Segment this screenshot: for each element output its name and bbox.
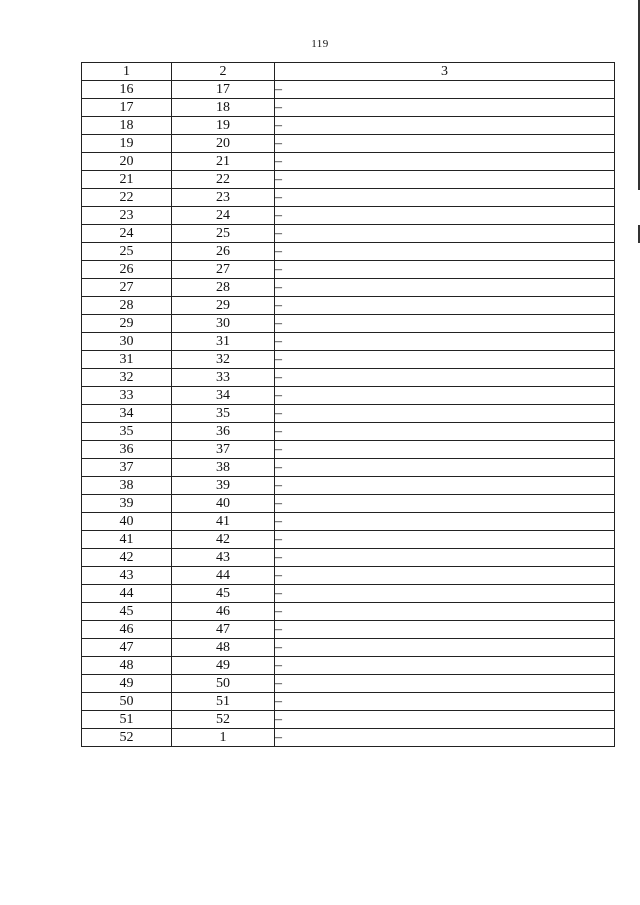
table-cell-col-3: – [275,315,615,333]
table-cell-col-1: 35 [82,423,172,441]
table-row [82,387,615,405]
data-table [81,62,615,747]
table-cell-col-1: 49 [82,675,172,693]
table-cell-col-2: 47 [172,621,275,639]
table-cell-col-1: 37 [82,459,172,477]
table-cell-col-3: – [275,153,615,171]
table-cell-col-1: 29 [82,315,172,333]
table-cell-col-1: 20 [82,153,172,171]
table-cell-col-3: – [275,477,615,495]
table-cell-col-2: 37 [172,441,275,459]
table-row [82,585,615,603]
table-row [82,495,615,513]
table-cell-col-3: – [275,81,615,99]
table-cell-col-1: 21 [82,171,172,189]
table-cell-col-3: – [275,207,615,225]
table-cell-col-3: – [275,99,615,117]
table-row [82,171,615,189]
table-cell-col-1: 34 [82,405,172,423]
table-cell-col-1: 28 [82,297,172,315]
table-cell-col-3: – [275,351,615,369]
table-row [82,711,615,729]
table-row [82,693,615,711]
table-cell-col-3: – [275,369,615,387]
table-row [82,117,615,135]
table-cell-col-2: 20 [172,135,275,153]
table-cell-col-1: 42 [82,549,172,567]
table-row [82,513,615,531]
column-header-1: 1 [82,63,172,81]
table-cell-col-2: 46 [172,603,275,621]
table-row [82,441,615,459]
table-row [82,99,615,117]
table-cell-col-3: – [275,423,615,441]
table-cell-col-2: 17 [172,81,275,99]
table-row [82,333,615,351]
table-row [82,549,615,567]
table-row [82,405,615,423]
table-row [82,459,615,477]
table-cell-col-2: 1 [172,729,275,747]
table-cell-col-1: 39 [82,495,172,513]
table-cell-col-1: 26 [82,261,172,279]
table-cell-col-3: – [275,459,615,477]
table-cell-col-3: – [275,495,615,513]
table-cell-col-3: – [275,441,615,459]
table-cell-col-1: 24 [82,225,172,243]
table-cell-col-3: – [275,531,615,549]
table-cell-col-3: – [275,297,615,315]
table-row [82,153,615,171]
table-row [82,477,615,495]
table-cell-col-1: 40 [82,513,172,531]
table-cell-col-3: – [275,171,615,189]
table-cell-col-1: 50 [82,693,172,711]
table-cell-col-3: – [275,567,615,585]
table-row [82,621,615,639]
table-cell-col-2: 39 [172,477,275,495]
table-cell-col-3: – [275,549,615,567]
table-cell-col-1: 36 [82,441,172,459]
table-cell-col-2: 41 [172,513,275,531]
table-cell-col-2: 50 [172,675,275,693]
table-cell-col-2: 52 [172,711,275,729]
table-cell-col-3: – [275,603,615,621]
table-cell-col-2: 36 [172,423,275,441]
table-cell-col-1: 45 [82,603,172,621]
table-cell-col-1: 23 [82,207,172,225]
table-row [82,351,615,369]
table-row [82,675,615,693]
table-cell-col-3: – [275,333,615,351]
table-cell-col-2: 22 [172,171,275,189]
table-cell-col-1: 25 [82,243,172,261]
table-cell-col-1: 38 [82,477,172,495]
table-cell-col-1: 27 [82,279,172,297]
table-cell-col-2: 19 [172,117,275,135]
table-cell-col-2: 30 [172,315,275,333]
table-cell-col-2: 42 [172,531,275,549]
table-cell-col-2: 23 [172,189,275,207]
table-cell-col-3: – [275,189,615,207]
table-cell-col-2: 49 [172,657,275,675]
table-cell-col-2: 45 [172,585,275,603]
table-row [82,531,615,549]
table-cell-col-1: 52 [82,729,172,747]
table-cell-col-1: 46 [82,621,172,639]
table-cell-col-1: 18 [82,117,172,135]
table-cell-col-1: 51 [82,711,172,729]
table-cell-col-3: – [275,675,615,693]
table-row [82,729,615,747]
table-row [82,639,615,657]
table-cell-col-3: – [275,261,615,279]
table-cell-col-2: 18 [172,99,275,117]
table-row [82,369,615,387]
table-row [82,189,615,207]
table-cell-col-3: – [275,585,615,603]
table-cell-col-3: – [275,711,615,729]
table-cell-col-2: 48 [172,639,275,657]
table-cell-col-3: – [275,405,615,423]
table-cell-col-3: – [275,513,615,531]
table-cell-col-2: 34 [172,387,275,405]
table-row [82,135,615,153]
table-body [82,81,615,747]
table-cell-col-2: 24 [172,207,275,225]
table-cell-col-2: 51 [172,693,275,711]
table-row [82,297,615,315]
table-cell-col-1: 44 [82,585,172,603]
table-cell-col-3: – [275,729,615,747]
table-cell-col-3: – [275,639,615,657]
table-row [82,315,615,333]
table-cell-col-3: – [275,225,615,243]
table-header-row [82,63,615,81]
column-header-3: 3 [275,63,615,81]
table-cell-col-1: 43 [82,567,172,585]
table-cell-col-3: – [275,279,615,297]
table-row [82,225,615,243]
table-cell-col-3: – [275,117,615,135]
table-cell-col-3: – [275,621,615,639]
table-cell-col-1: 41 [82,531,172,549]
table-row [82,261,615,279]
table-row [82,423,615,441]
table-cell-col-2: 44 [172,567,275,585]
table-row [82,603,615,621]
page-number: 119 [311,38,329,50]
table-cell-col-2: 29 [172,297,275,315]
table-cell-col-2: 26 [172,243,275,261]
table-cell-col-3: – [275,387,615,405]
table-cell-col-2: 32 [172,351,275,369]
table-cell-col-1: 22 [82,189,172,207]
table-cell-col-3: – [275,693,615,711]
table-cell-col-2: 38 [172,459,275,477]
table-cell-col-1: 48 [82,657,172,675]
table-cell-col-2: 43 [172,549,275,567]
table-cell-col-1: 32 [82,369,172,387]
table-cell-col-1: 17 [82,99,172,117]
table-cell-col-2: 33 [172,369,275,387]
table-cell-col-1: 31 [82,351,172,369]
table-cell-col-1: 33 [82,387,172,405]
table-cell-col-2: 27 [172,261,275,279]
table-cell-col-1: 19 [82,135,172,153]
table-cell-col-1: 30 [82,333,172,351]
table-row [82,81,615,99]
table-cell-col-2: 28 [172,279,275,297]
table-cell-col-2: 25 [172,225,275,243]
table-cell-col-2: 40 [172,495,275,513]
table-cell-col-2: 21 [172,153,275,171]
table-cell-col-3: – [275,243,615,261]
table-cell-col-2: 35 [172,405,275,423]
table-cell-col-1: 16 [82,81,172,99]
column-header-2: 2 [172,63,275,81]
table-cell-col-1: 47 [82,639,172,657]
table-cell-col-3: – [275,657,615,675]
table-row [82,243,615,261]
table-cell-col-3: – [275,135,615,153]
table-row [82,279,615,297]
table-cell-col-2: 31 [172,333,275,351]
table-row [82,657,615,675]
table-row [82,567,615,585]
table-row [82,207,615,225]
